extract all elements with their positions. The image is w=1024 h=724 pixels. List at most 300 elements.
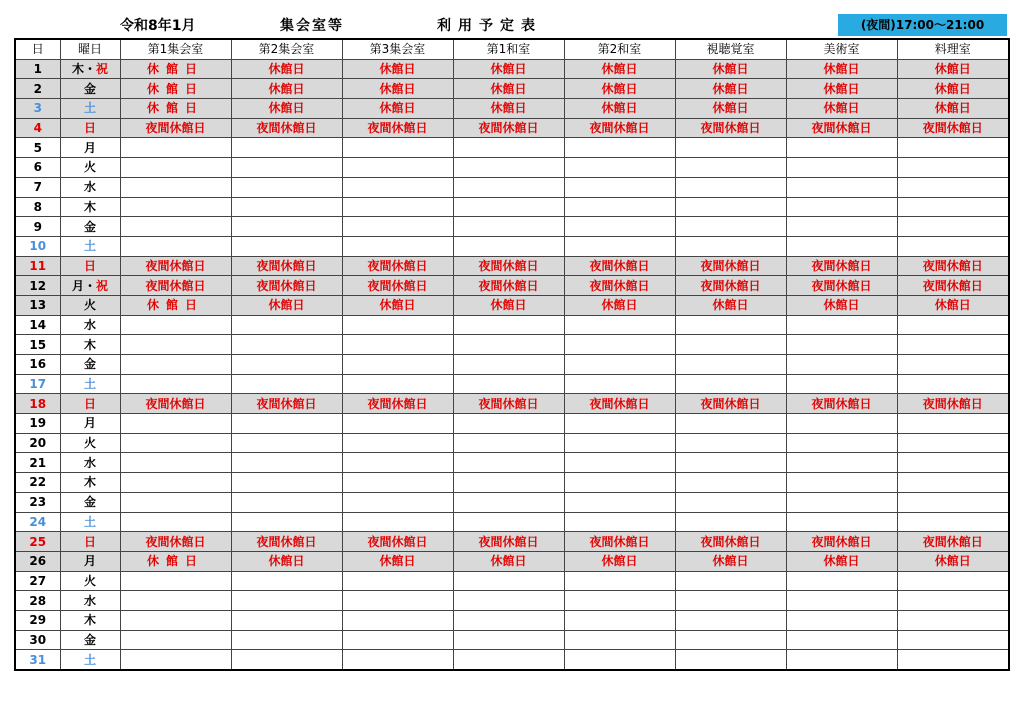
- booking-cell[interactable]: [897, 571, 1009, 591]
- booking-cell[interactable]: [675, 571, 786, 591]
- booking-cell[interactable]: [342, 492, 453, 512]
- header-room-6: 視聴覚室: [675, 39, 786, 59]
- booking-cell[interactable]: 休館日: [675, 99, 786, 119]
- booking-cell[interactable]: [342, 433, 453, 453]
- booking-cell[interactable]: [342, 355, 453, 375]
- booking-cell[interactable]: [564, 610, 675, 630]
- booking-cell[interactable]: [675, 473, 786, 493]
- booking-cell[interactable]: 休館日: [564, 99, 675, 119]
- booking-cell[interactable]: [231, 335, 342, 355]
- weekday-cell: 日: [60, 118, 120, 138]
- booking-cell[interactable]: [564, 158, 675, 178]
- booking-cell[interactable]: 夜間休館日: [453, 394, 564, 414]
- booking-cell[interactable]: 夜間休館日: [120, 276, 231, 296]
- booking-cell[interactable]: [675, 374, 786, 394]
- booking-cell[interactable]: 休館日: [675, 79, 786, 99]
- booking-cell[interactable]: [342, 315, 453, 335]
- booking-cell[interactable]: 休館日: [342, 551, 453, 571]
- booking-cell[interactable]: [897, 433, 1009, 453]
- booking-cell[interactable]: [231, 492, 342, 512]
- day-cell: 7: [15, 177, 60, 197]
- booking-cell[interactable]: [786, 650, 897, 670]
- weekday-cell: 月・祝: [60, 276, 120, 296]
- booking-cell[interactable]: [675, 335, 786, 355]
- booking-cell[interactable]: [786, 217, 897, 237]
- table-row: [15, 79, 1009, 99]
- weekday-cell: 木・祝: [60, 59, 120, 79]
- booking-cell[interactable]: [231, 236, 342, 256]
- day-cell: 10: [15, 236, 60, 256]
- booking-cell[interactable]: [786, 236, 897, 256]
- booking-cell[interactable]: [231, 315, 342, 335]
- booking-cell[interactable]: [342, 630, 453, 650]
- booking-cell[interactable]: 休館日: [342, 99, 453, 119]
- booking-cell[interactable]: [453, 414, 564, 434]
- booking-cell[interactable]: 夜間休館日: [897, 256, 1009, 276]
- booking-cell[interactable]: 休館日: [786, 79, 897, 99]
- booking-cell[interactable]: [120, 414, 231, 434]
- booking-cell[interactable]: [675, 414, 786, 434]
- table-row: [15, 335, 1009, 355]
- booking-cell[interactable]: [120, 217, 231, 237]
- booking-cell[interactable]: 休館日: [120, 99, 231, 119]
- booking-cell[interactable]: 夜間休館日: [564, 394, 675, 414]
- booking-cell[interactable]: [675, 355, 786, 375]
- booking-cell[interactable]: [453, 453, 564, 473]
- day-cell: 9: [15, 217, 60, 237]
- booking-cell[interactable]: [453, 650, 564, 670]
- weekday-cell: 日: [60, 532, 120, 552]
- facility-title: 集会室等: [280, 18, 344, 34]
- booking-cell[interactable]: [897, 217, 1009, 237]
- booking-cell[interactable]: [564, 138, 675, 158]
- booking-cell[interactable]: 夜間休館日: [231, 118, 342, 138]
- booking-cell[interactable]: 休館日: [453, 295, 564, 315]
- booking-cell[interactable]: [897, 512, 1009, 532]
- booking-cell[interactable]: 休館日: [453, 99, 564, 119]
- month-title: 令和8年1月: [120, 18, 196, 34]
- booking-cell[interactable]: [120, 453, 231, 473]
- booking-cell[interactable]: 休館日: [564, 59, 675, 79]
- table-row: [15, 295, 1009, 315]
- booking-cell[interactable]: [231, 571, 342, 591]
- booking-cell[interactable]: 休館日: [231, 551, 342, 571]
- booking-cell[interactable]: [786, 473, 897, 493]
- booking-cell[interactable]: [786, 355, 897, 375]
- booking-cell[interactable]: 夜間休館日: [675, 532, 786, 552]
- booking-cell[interactable]: 夜間休館日: [897, 532, 1009, 552]
- booking-cell[interactable]: [231, 197, 342, 217]
- booking-cell[interactable]: [342, 591, 453, 611]
- day-cell: 14: [15, 315, 60, 335]
- booking-cell[interactable]: [786, 414, 897, 434]
- booking-cell[interactable]: 夜間休館日: [120, 118, 231, 138]
- booking-cell[interactable]: [231, 433, 342, 453]
- booking-cell[interactable]: [231, 158, 342, 178]
- booking-cell[interactable]: 夜間休館日: [897, 118, 1009, 138]
- table-row: [15, 532, 1009, 552]
- booking-cell[interactable]: [564, 453, 675, 473]
- booking-cell[interactable]: [231, 650, 342, 670]
- booking-cell[interactable]: [453, 473, 564, 493]
- weekday-cell: 日: [60, 394, 120, 414]
- booking-cell[interactable]: 夜間休館日: [453, 118, 564, 138]
- booking-cell[interactable]: [231, 177, 342, 197]
- booking-cell[interactable]: [786, 433, 897, 453]
- booking-cell[interactable]: [897, 197, 1009, 217]
- booking-cell[interactable]: [120, 650, 231, 670]
- booking-cell[interactable]: [120, 138, 231, 158]
- booking-cell[interactable]: [453, 158, 564, 178]
- booking-cell[interactable]: 夜間休館日: [564, 532, 675, 552]
- weekday-cell: 水: [60, 591, 120, 611]
- day-cell: 30: [15, 630, 60, 650]
- booking-cell[interactable]: [453, 591, 564, 611]
- header-day: 日: [15, 39, 60, 59]
- booking-cell[interactable]: [786, 335, 897, 355]
- booking-cell[interactable]: [120, 236, 231, 256]
- booking-cell[interactable]: [120, 158, 231, 178]
- booking-cell[interactable]: [453, 335, 564, 355]
- booking-cell[interactable]: [786, 591, 897, 611]
- booking-cell[interactable]: 休館日: [786, 295, 897, 315]
- booking-cell[interactable]: [675, 492, 786, 512]
- booking-cell[interactable]: 休館日: [120, 59, 231, 79]
- booking-cell[interactable]: [231, 591, 342, 611]
- booking-cell[interactable]: [897, 138, 1009, 158]
- booking-cell[interactable]: [342, 138, 453, 158]
- day-cell: 25: [15, 532, 60, 552]
- table-row: [15, 610, 1009, 630]
- booking-cell[interactable]: [564, 512, 675, 532]
- booking-cell[interactable]: [453, 315, 564, 335]
- booking-cell[interactable]: 夜間休館日: [120, 256, 231, 276]
- booking-cell[interactable]: 休館日: [897, 551, 1009, 571]
- booking-cell[interactable]: [231, 473, 342, 493]
- booking-cell[interactable]: 休館日: [231, 295, 342, 315]
- day-cell: 18: [15, 394, 60, 414]
- booking-cell[interactable]: 夜間休館日: [564, 276, 675, 296]
- booking-cell[interactable]: 夜間休館日: [342, 394, 453, 414]
- booking-cell[interactable]: 夜間休館日: [231, 532, 342, 552]
- booking-cell[interactable]: [675, 512, 786, 532]
- booking-cell[interactable]: 夜間休館日: [453, 276, 564, 296]
- booking-cell[interactable]: [231, 414, 342, 434]
- booking-cell[interactable]: 夜間休館日: [342, 532, 453, 552]
- booking-cell[interactable]: [786, 512, 897, 532]
- booking-cell[interactable]: [564, 433, 675, 453]
- booking-cell[interactable]: [453, 492, 564, 512]
- booking-cell[interactable]: 夜間休館日: [897, 276, 1009, 296]
- booking-cell[interactable]: [675, 217, 786, 237]
- booking-cell[interactable]: 夜間休館日: [897, 394, 1009, 414]
- weekday-cell: 土: [60, 99, 120, 119]
- booking-cell[interactable]: [897, 315, 1009, 335]
- booking-cell[interactable]: [675, 158, 786, 178]
- booking-cell[interactable]: [786, 374, 897, 394]
- weekday-cell: 火: [60, 571, 120, 591]
- booking-cell[interactable]: [897, 236, 1009, 256]
- booking-cell[interactable]: [342, 158, 453, 178]
- day-cell: 16: [15, 355, 60, 375]
- booking-cell[interactable]: 休館日: [564, 551, 675, 571]
- booking-cell[interactable]: [786, 158, 897, 178]
- booking-cell[interactable]: [897, 630, 1009, 650]
- booking-cell[interactable]: 休館日: [342, 295, 453, 315]
- booking-cell[interactable]: [786, 630, 897, 650]
- booking-cell[interactable]: 休館日: [342, 59, 453, 79]
- booking-cell[interactable]: 夜間休館日: [453, 256, 564, 276]
- booking-cell[interactable]: [675, 315, 786, 335]
- booking-cell[interactable]: [564, 236, 675, 256]
- booking-cell[interactable]: [231, 138, 342, 158]
- booking-cell[interactable]: [564, 335, 675, 355]
- booking-cell[interactable]: [120, 630, 231, 650]
- booking-cell[interactable]: [231, 374, 342, 394]
- booking-cell[interactable]: 休館日: [120, 79, 231, 99]
- booking-cell[interactable]: [897, 374, 1009, 394]
- booking-cell[interactable]: 夜間休館日: [564, 118, 675, 138]
- table-row: [15, 591, 1009, 611]
- booking-cell[interactable]: [231, 512, 342, 532]
- booking-cell[interactable]: 夜間休館日: [786, 118, 897, 138]
- booking-cell[interactable]: [453, 217, 564, 237]
- booking-cell[interactable]: 休館日: [897, 99, 1009, 119]
- booking-cell[interactable]: [675, 650, 786, 670]
- booking-cell[interactable]: 夜間休館日: [342, 118, 453, 138]
- booking-cell[interactable]: [564, 492, 675, 512]
- booking-cell[interactable]: [120, 610, 231, 630]
- booking-cell[interactable]: [120, 355, 231, 375]
- table-row: [15, 630, 1009, 650]
- booking-cell[interactable]: [453, 433, 564, 453]
- booking-cell[interactable]: [786, 177, 897, 197]
- booking-cell[interactable]: [897, 610, 1009, 630]
- booking-cell[interactable]: 夜間休館日: [231, 394, 342, 414]
- booking-cell[interactable]: [564, 630, 675, 650]
- booking-cell[interactable]: [453, 197, 564, 217]
- booking-cell[interactable]: 夜間休館日: [675, 118, 786, 138]
- booking-cell[interactable]: 休館日: [231, 99, 342, 119]
- booking-cell[interactable]: 休館日: [453, 79, 564, 99]
- weekday-cell: 水: [60, 177, 120, 197]
- booking-cell[interactable]: [897, 355, 1009, 375]
- day-cell: 13: [15, 295, 60, 315]
- booking-cell[interactable]: [342, 177, 453, 197]
- booking-cell[interactable]: [120, 335, 231, 355]
- booking-cell[interactable]: [231, 217, 342, 237]
- booking-cell[interactable]: [897, 473, 1009, 493]
- booking-cell[interactable]: 休館日: [453, 59, 564, 79]
- day-cell: 29: [15, 610, 60, 630]
- table-row: [15, 197, 1009, 217]
- booking-cell[interactable]: 夜間休館日: [564, 256, 675, 276]
- booking-cell[interactable]: [786, 197, 897, 217]
- day-cell: 22: [15, 473, 60, 493]
- booking-cell[interactable]: 夜間休館日: [675, 394, 786, 414]
- booking-cell[interactable]: [342, 217, 453, 237]
- booking-cell[interactable]: [453, 138, 564, 158]
- booking-cell[interactable]: [453, 177, 564, 197]
- booking-cell[interactable]: [897, 650, 1009, 670]
- day-cell: 3: [15, 99, 60, 119]
- booking-cell[interactable]: [564, 650, 675, 670]
- weekday-cell: 土: [60, 236, 120, 256]
- booking-cell[interactable]: [342, 650, 453, 670]
- booking-cell[interactable]: [675, 138, 786, 158]
- day-cell: 17: [15, 374, 60, 394]
- booking-cell[interactable]: 休館日: [342, 79, 453, 99]
- booking-cell[interactable]: [786, 138, 897, 158]
- booking-cell[interactable]: [342, 374, 453, 394]
- booking-cell[interactable]: [342, 197, 453, 217]
- booking-cell[interactable]: [453, 571, 564, 591]
- booking-cell[interactable]: 休館日: [897, 59, 1009, 79]
- booking-cell[interactable]: [675, 453, 786, 473]
- table-row: [15, 512, 1009, 532]
- booking-cell[interactable]: [897, 158, 1009, 178]
- day-cell: 28: [15, 591, 60, 611]
- booking-cell[interactable]: [231, 355, 342, 375]
- table-row: [15, 551, 1009, 571]
- booking-cell[interactable]: 夜間休館日: [786, 532, 897, 552]
- booking-cell[interactable]: 夜間休館日: [342, 276, 453, 296]
- booking-cell[interactable]: [897, 414, 1009, 434]
- booking-cell[interactable]: 休館日: [120, 295, 231, 315]
- booking-cell[interactable]: 夜間休館日: [675, 256, 786, 276]
- booking-cell[interactable]: 夜間休館日: [342, 256, 453, 276]
- booking-cell[interactable]: 夜間休館日: [786, 394, 897, 414]
- booking-cell[interactable]: 夜間休館日: [786, 256, 897, 276]
- booking-cell[interactable]: [231, 453, 342, 473]
- booking-cell[interactable]: [675, 197, 786, 217]
- booking-cell[interactable]: [342, 453, 453, 473]
- booking-cell[interactable]: 夜間休館日: [453, 532, 564, 552]
- booking-cell[interactable]: [564, 355, 675, 375]
- booking-cell[interactable]: [675, 177, 786, 197]
- booking-cell[interactable]: 休館日: [675, 59, 786, 79]
- day-cell: 5: [15, 138, 60, 158]
- booking-cell[interactable]: 休館日: [897, 79, 1009, 99]
- booking-cell[interactable]: [564, 414, 675, 434]
- booking-cell[interactable]: [453, 236, 564, 256]
- booking-cell[interactable]: [120, 374, 231, 394]
- booking-cell[interactable]: [675, 236, 786, 256]
- booking-cell[interactable]: 休館日: [897, 295, 1009, 315]
- booking-cell[interactable]: [786, 571, 897, 591]
- day-cell: 11: [15, 256, 60, 276]
- table-row: [15, 158, 1009, 178]
- day-cell: 26: [15, 551, 60, 571]
- booking-cell[interactable]: [453, 374, 564, 394]
- booking-cell[interactable]: [564, 473, 675, 493]
- booking-cell[interactable]: [786, 610, 897, 630]
- booking-cell[interactable]: [342, 473, 453, 493]
- booking-cell[interactable]: [231, 610, 342, 630]
- booking-cell[interactable]: [786, 492, 897, 512]
- booking-cell[interactable]: 夜間休館日: [231, 256, 342, 276]
- booking-cell[interactable]: 夜間休館日: [675, 276, 786, 296]
- booking-cell[interactable]: [342, 414, 453, 434]
- table-row: [15, 118, 1009, 138]
- booking-cell[interactable]: [120, 492, 231, 512]
- booking-cell[interactable]: [120, 591, 231, 611]
- booking-cell[interactable]: [897, 177, 1009, 197]
- weekday-cell: 土: [60, 374, 120, 394]
- booking-cell[interactable]: [120, 571, 231, 591]
- booking-cell[interactable]: [120, 197, 231, 217]
- booking-cell[interactable]: 夜間休館日: [120, 532, 231, 552]
- booking-cell[interactable]: [897, 591, 1009, 611]
- booking-cell[interactable]: 休館日: [786, 59, 897, 79]
- header-row: [15, 39, 1009, 59]
- table-row: [15, 99, 1009, 119]
- booking-cell[interactable]: [897, 492, 1009, 512]
- booking-cell[interactable]: [675, 591, 786, 611]
- booking-cell[interactable]: [453, 630, 564, 650]
- booking-cell[interactable]: [786, 315, 897, 335]
- weekday-cell: 金: [60, 217, 120, 237]
- booking-cell[interactable]: [564, 374, 675, 394]
- booking-cell[interactable]: [786, 453, 897, 473]
- weekday-cell: 金: [60, 630, 120, 650]
- booking-cell[interactable]: 休館日: [120, 551, 231, 571]
- booking-cell[interactable]: [564, 197, 675, 217]
- booking-cell[interactable]: [897, 335, 1009, 355]
- booking-cell[interactable]: 休館日: [564, 295, 675, 315]
- booking-cell[interactable]: [675, 610, 786, 630]
- booking-cell[interactable]: [564, 315, 675, 335]
- booking-cell[interactable]: [231, 630, 342, 650]
- booking-cell[interactable]: 夜間休館日: [231, 276, 342, 296]
- booking-cell[interactable]: [342, 236, 453, 256]
- booking-cell[interactable]: 休館日: [453, 551, 564, 571]
- booking-cell[interactable]: 夜間休館日: [786, 276, 897, 296]
- booking-cell[interactable]: 夜間休館日: [120, 394, 231, 414]
- booking-cell[interactable]: 休館日: [564, 79, 675, 99]
- booking-cell[interactable]: [675, 433, 786, 453]
- booking-cell[interactable]: [120, 512, 231, 532]
- booking-cell[interactable]: 休館日: [231, 79, 342, 99]
- booking-cell[interactable]: [453, 512, 564, 532]
- booking-cell[interactable]: [564, 177, 675, 197]
- booking-cell[interactable]: [564, 217, 675, 237]
- booking-cell[interactable]: [342, 610, 453, 630]
- booking-cell[interactable]: [453, 355, 564, 375]
- booking-cell[interactable]: [342, 571, 453, 591]
- weekday-cell: 木: [60, 610, 120, 630]
- table-row: [15, 217, 1009, 237]
- booking-cell[interactable]: [564, 591, 675, 611]
- booking-cell[interactable]: [675, 630, 786, 650]
- weekday-cell: 水: [60, 315, 120, 335]
- booking-cell[interactable]: [120, 433, 231, 453]
- booking-cell[interactable]: [342, 335, 453, 355]
- booking-cell[interactable]: [120, 315, 231, 335]
- weekday-cell: 土: [60, 512, 120, 532]
- booking-cell[interactable]: 休館日: [675, 295, 786, 315]
- booking-cell[interactable]: 休館日: [675, 551, 786, 571]
- booking-cell[interactable]: 休館日: [786, 551, 897, 571]
- booking-cell[interactable]: [120, 473, 231, 493]
- booking-cell[interactable]: [120, 177, 231, 197]
- booking-cell[interactable]: 休館日: [231, 59, 342, 79]
- booking-cell[interactable]: 休館日: [786, 99, 897, 119]
- booking-cell[interactable]: [897, 453, 1009, 473]
- booking-cell[interactable]: [564, 571, 675, 591]
- booking-cell[interactable]: [453, 610, 564, 630]
- booking-cell[interactable]: [342, 512, 453, 532]
